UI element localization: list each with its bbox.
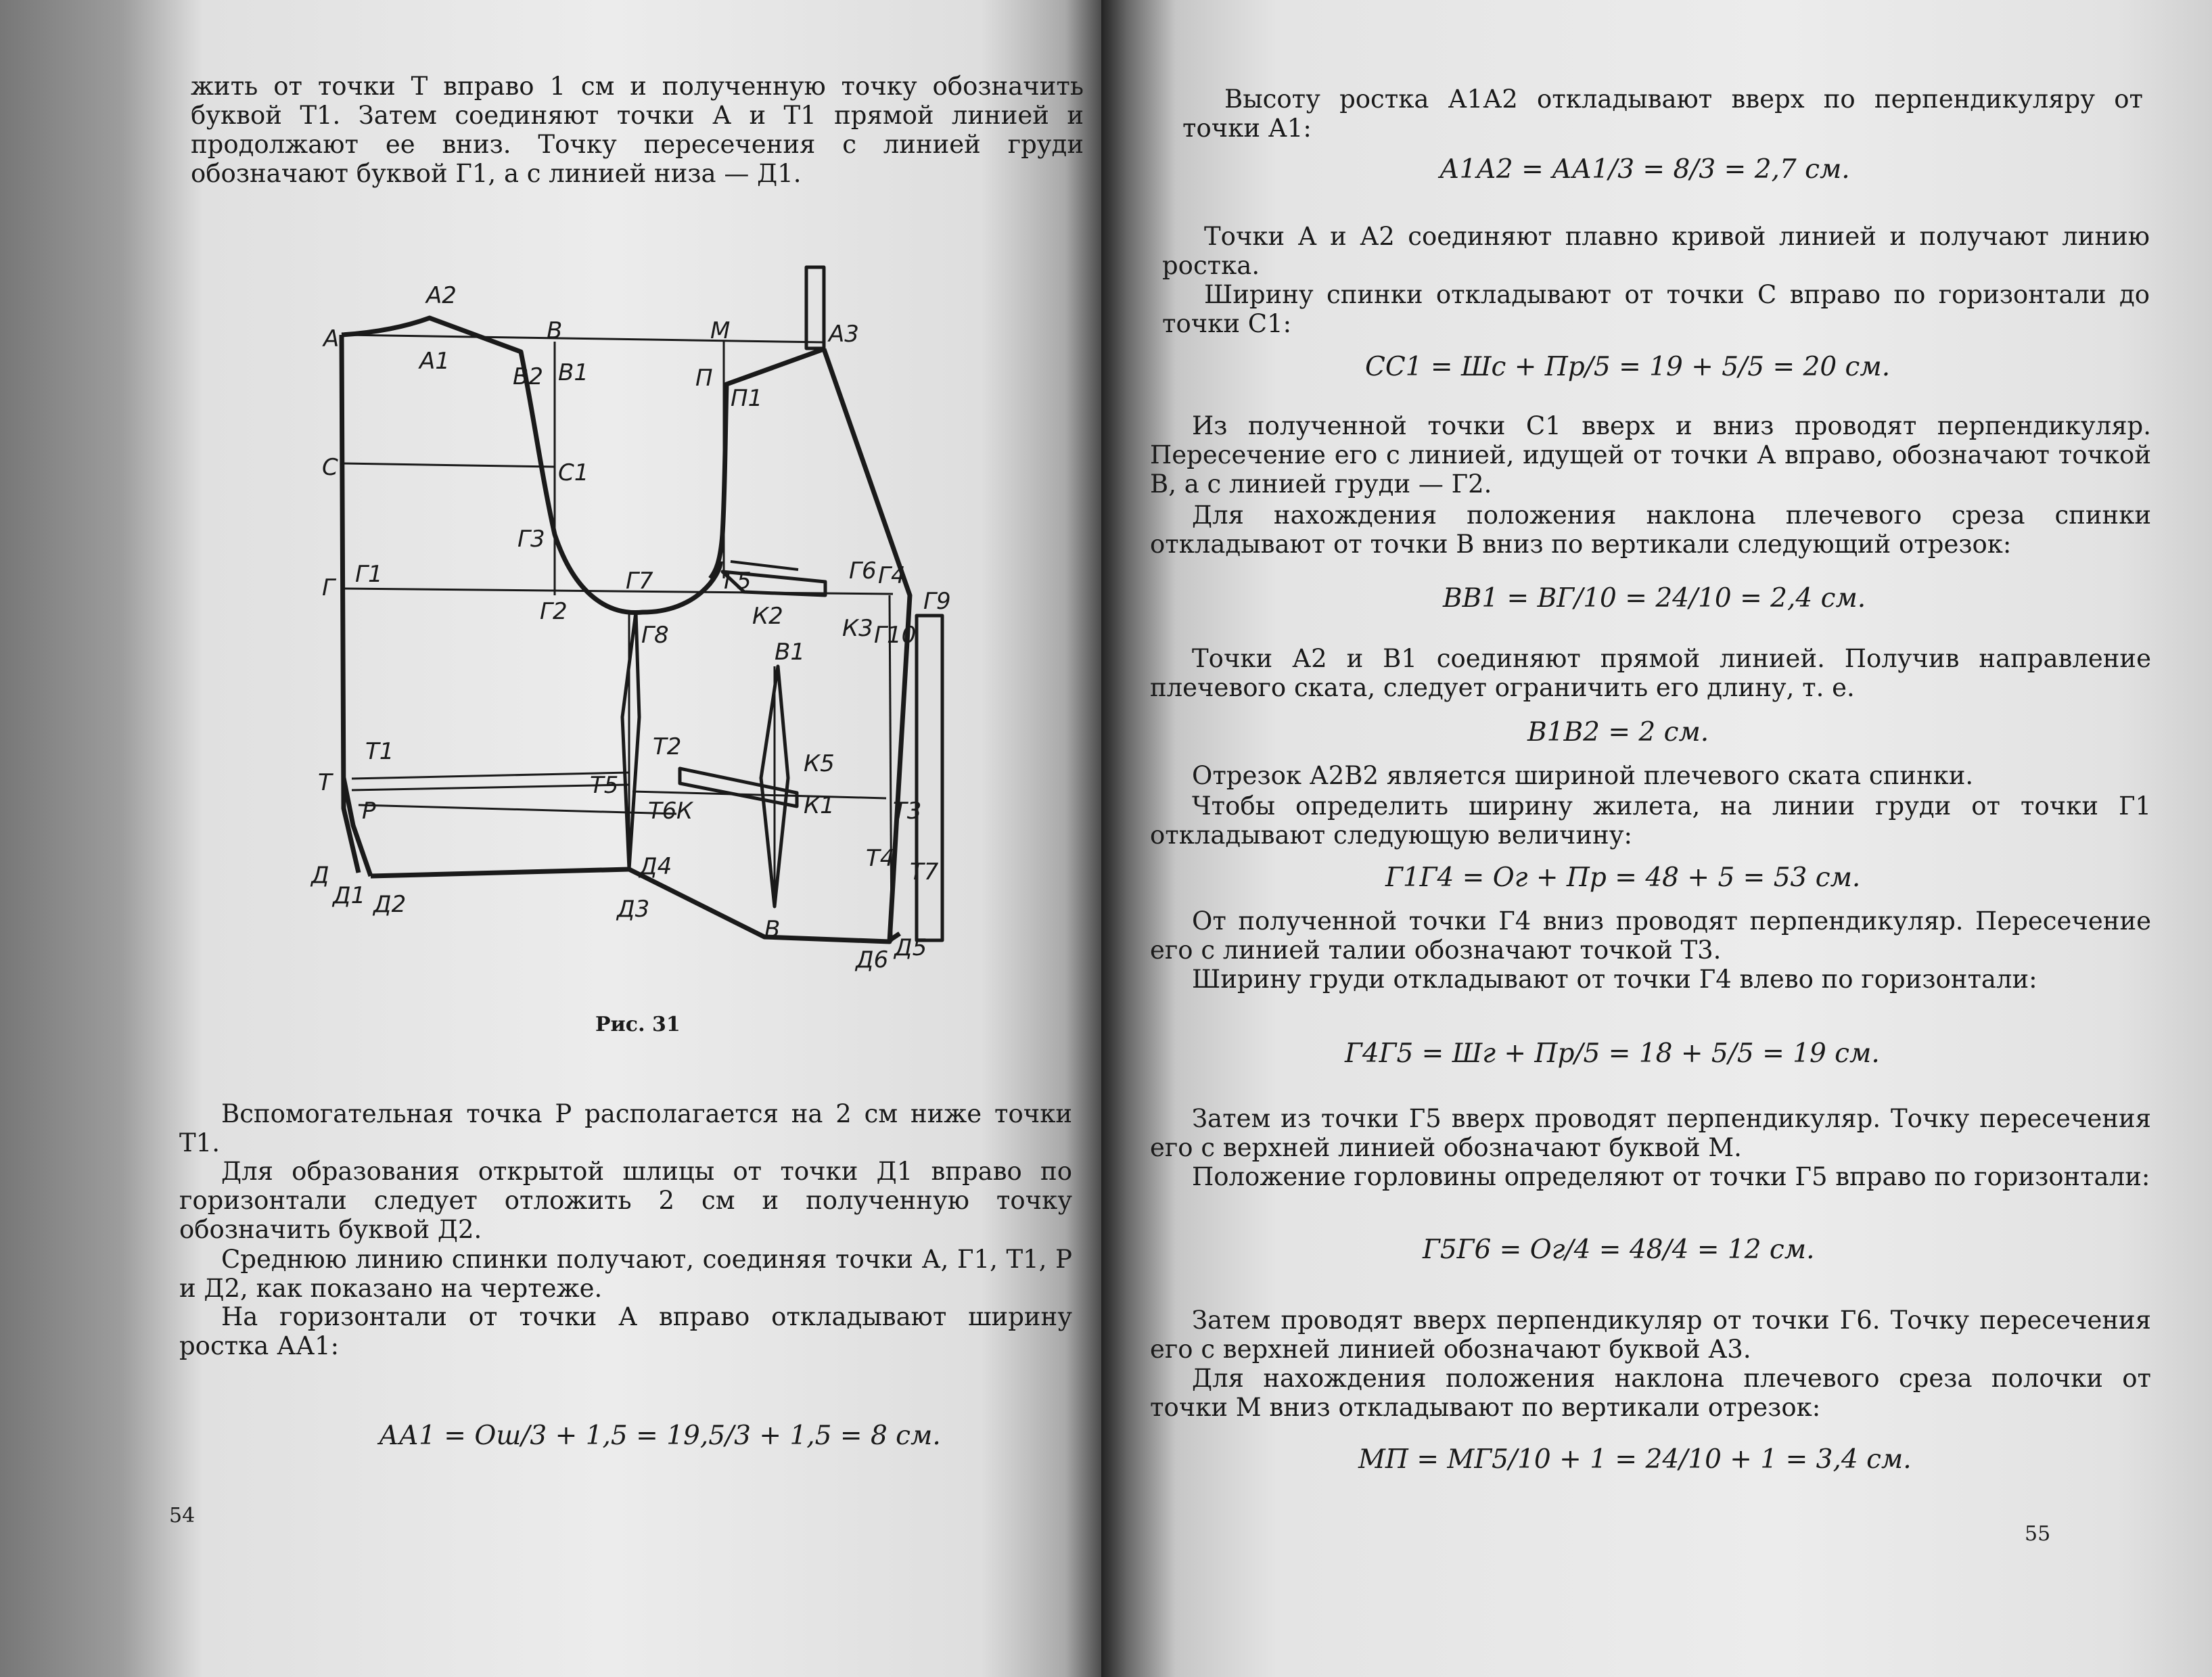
label-A1: А1	[419, 348, 450, 375]
right-paragraph-9: От полученной точки Г4 вниз проводят перпендикуляр. Пересечение его с линией талии обозначают точкой Т3.	[1150, 906, 2151, 965]
label-G9: Г9	[923, 588, 951, 615]
label-K3: К3	[842, 615, 873, 642]
label-T2: Т2	[653, 733, 682, 760]
vest-pattern-figure	[298, 257, 1042, 974]
formula-MP: МП = МГ5/10 + 1 = 24/10 + 1 = 3,4 см.	[1358, 1444, 1912, 1475]
figure-caption: Рис. 31	[595, 1013, 681, 1036]
label-B2: В2	[513, 363, 543, 390]
label-K2: К2	[752, 603, 783, 630]
label-G5: Г5	[724, 568, 752, 595]
label-T7: Т7	[910, 858, 939, 886]
right-paragraph-2: Точки А и А2 соединяют плавно кривой линией и получают линию ростка.	[1162, 222, 2150, 280]
label-C: С	[322, 454, 338, 481]
label-D4: Д4	[639, 853, 672, 880]
label-G4: Г4	[878, 562, 906, 589]
label-A: А	[323, 325, 340, 352]
formula-G1G4: Г1Г4 = Ог + Пр = 48 + 5 = 53 см.	[1385, 863, 1861, 893]
left-paragraph-3: Среднюю линию спинки получают, соединяя точки А, Г1, Т1, Р и Д2, как показано на чертеже.	[179, 1245, 1072, 1303]
right-paragraph-7: Отрезок А2В2 является шириной плечевого ската спинки.	[1192, 761, 1974, 790]
formula-G4G5: Г4Г5 = Шг + Пр/5 = 18 + 5/5 = 19 см.	[1345, 1038, 1880, 1069]
left-paragraph-1: Вспомогательная точка Р располагается на 2 см ниже точки Т1.	[179, 1099, 1072, 1157]
right-paragraph-4: Из полученной точки С1 вверх и вниз проводят перпендикуляр. Пересечение его с линией, идущей от точки А вправо, обозначают точкой В, а с линией груди — Г2.	[1150, 411, 2151, 499]
label-C1: С1	[558, 459, 589, 486]
label-T6: Т6	[648, 798, 677, 825]
label-V: В	[764, 916, 781, 943]
formula-B1B2: В1В2 = 2 см.	[1527, 717, 1709, 748]
label-G7: Г7	[626, 568, 653, 595]
label-M: М	[710, 317, 731, 344]
right-paragraph-1: Высоту ростка А1А2 откладывают вверх по перпендикуляру от точки А1:	[1182, 85, 2143, 143]
label-K1: К1	[804, 792, 835, 819]
left-paragraph-2: Для образования открытой шлицы от точки Д1 вправо по горизонтали следует отложить 2 см и полученную точку обозначить буквой Д2.	[179, 1157, 1072, 1244]
label-G8: Г8	[641, 622, 669, 649]
left-page	[0, 0, 1101, 1677]
intro-paragraph: жить от точки Т вправо 1 см и полученную точку обозначить буквой Т1. Затем соединяют точки А и Т1 прямой линией и продолжают ее вниз. Точку пересечения с линией груди обозначают буквой Г1, а с линией низа — Д1.	[191, 72, 1084, 188]
label-A3: А3	[829, 321, 859, 348]
label-D: Д	[311, 862, 329, 889]
formula-G5G6: Г5Г6 = Ог/4 = 48/4 = 12 см.	[1423, 1235, 1815, 1265]
formula-AA1: АА1 = Ош/3 + 1,5 = 19,5/3 + 1,5 = 8 см.	[379, 1421, 941, 1451]
label-B1: В1	[558, 359, 589, 386]
right-paragraph-8: Чтобы определить ширину жилета, на линии груди от точки Г1 откладывают следующую величину:	[1150, 791, 2151, 850]
label-D6: Д6	[856, 946, 889, 973]
formula-CC1: СС1 = Шс + Пр/5 = 19 + 5/5 = 20 см.	[1365, 352, 1891, 382]
label-K5: К5	[804, 750, 835, 777]
right-paragraph-6: Точки А2 и В1 соединяют прямой линией. Получив направление плечевого ската, следует ограничить его длину, т. е.	[1150, 644, 2151, 702]
label-A2: А2	[426, 282, 457, 309]
label-T4: Т4	[866, 845, 895, 872]
label-G3: Г3	[517, 526, 545, 553]
label-G1: Г1	[355, 561, 383, 588]
label-R: Р	[362, 798, 376, 825]
construction-lines	[342, 335, 893, 942]
label-G: Г	[322, 574, 335, 601]
right-paragraph-10: Ширину груди откладывают от точки Г4 влево по горизонтали:	[1192, 965, 2037, 994]
label-P1: П1	[731, 385, 763, 412]
label-D1: Д1	[333, 882, 366, 909]
right-paragraph-3: Ширину спинки откладывают от точки С вправо по горизонтали до точки С1:	[1162, 280, 2150, 338]
label-D5: Д5	[894, 934, 927, 961]
label-B: В	[547, 317, 563, 344]
right-paragraph-13: Затем проводят вверх перпендикуляр от точки Г6. Точку пересечения его с верхней линией обозначают буквой А3.	[1150, 1306, 2151, 1364]
label-T1: Т1	[365, 738, 394, 765]
right-paragraph-12: Положение горловины определяют от точки Г5 вправо по горизонтали:	[1192, 1162, 2150, 1191]
label-K: К	[676, 798, 693, 825]
label-D3: Д3	[617, 896, 650, 923]
formula-BB1: ВВ1 = ВГ/10 = 24/10 = 2,4 см.	[1443, 583, 1866, 614]
label-G10: Г10	[874, 622, 917, 649]
right-paragraph-14: Для нахождения положения наклона плечевого среза полочки от точки М вниз откладывают по вертикали отрезок:	[1150, 1364, 2151, 1422]
right-paragraph-11: Затем из точки Г5 вверх проводят перпендикуляр. Точку пересечения его с верхней линией обозначают буквой М.	[1150, 1104, 2151, 1162]
label-P: П	[695, 365, 713, 392]
page-number-right: 55	[2025, 1522, 2051, 1546]
page-number-left: 54	[169, 1504, 195, 1527]
label-T5: Т5	[590, 772, 619, 799]
label-G6: Г6	[849, 557, 877, 584]
label-T: Т	[318, 769, 332, 796]
label-D2: Д2	[373, 891, 407, 918]
formula-A1A2: А1А2 = АА1/3 = 8/3 = 2,7 см.	[1439, 154, 1850, 185]
left-paragraph-4: На горизонтали от точки А вправо откладывают ширину ростка АА1:	[179, 1302, 1072, 1360]
label-V1-lower: В1	[775, 639, 805, 666]
label-G2: Г2	[540, 598, 568, 625]
right-paragraph-5: Для нахождения положения наклона плечевого среза спинки откладывают от точки В вниз по вертикали следующий отрезок:	[1150, 501, 2151, 559]
right-page	[1101, 0, 2212, 1677]
label-T3: Т3	[893, 798, 922, 825]
